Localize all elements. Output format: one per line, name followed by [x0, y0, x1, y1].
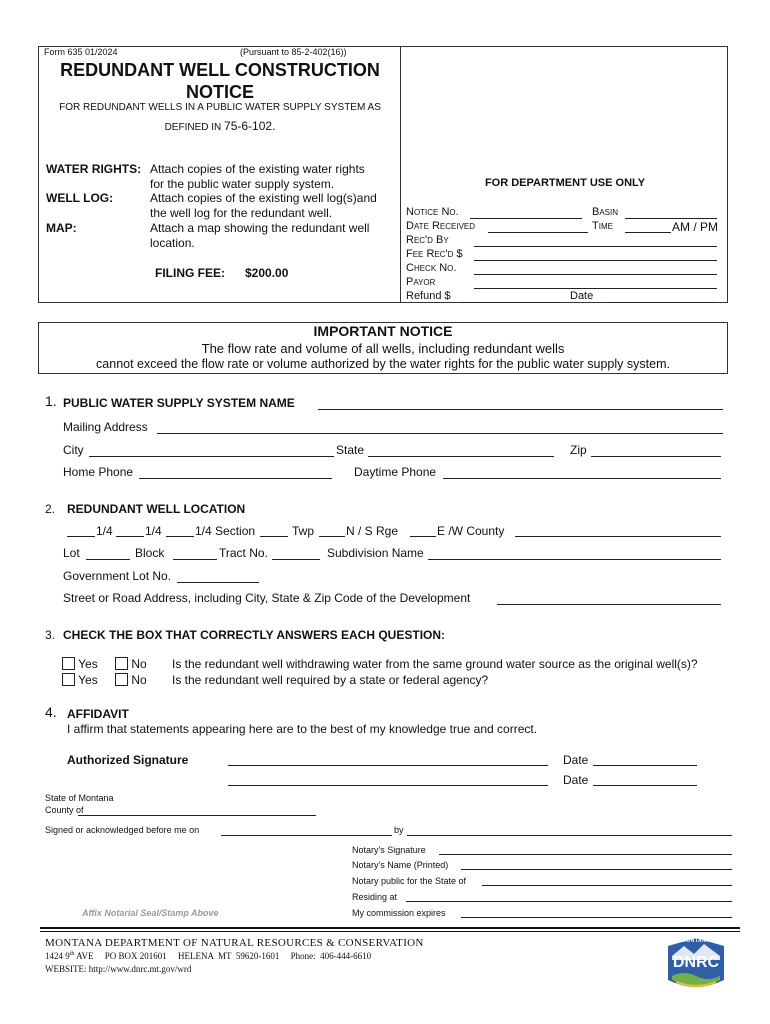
- dept-use-title: FOR DEPARTMENT USE ONLY: [484, 177, 646, 189]
- subdivision-label: Subdivision Name: [327, 546, 424, 560]
- header-divider: [400, 46, 401, 303]
- mailing-address-label: Mailing Address: [63, 420, 148, 434]
- q1-no-label: No: [131, 657, 147, 671]
- system-name-field[interactable]: [318, 409, 723, 410]
- sig-date2-field[interactable]: [593, 785, 697, 786]
- lot-label: Lot: [63, 546, 80, 560]
- dept-refund-label: Refund $: [406, 290, 451, 302]
- notary-expires-label: My commission expires: [352, 908, 446, 918]
- dept-check-no-field[interactable]: [474, 274, 717, 275]
- quarter1-field[interactable]: [67, 536, 95, 537]
- street-address-label: Street or Road Address, including City, State & Zip Code of the Development: [63, 591, 471, 605]
- important-notice-line2: cannot exceed the flow rate or volume authorized by the water rights for the public water supply system.: [96, 357, 670, 371]
- q2-yes-label: Yes: [78, 673, 98, 687]
- home-phone-field[interactable]: [139, 478, 332, 479]
- ns-range-label: N / S Rge: [346, 524, 399, 538]
- county-field[interactable]: [515, 536, 721, 537]
- daytime-phone-label: Daytime Phone: [354, 465, 437, 479]
- logo-state-text: MONTANA: [681, 938, 711, 944]
- gov-lot-label: Government Lot No.: [63, 569, 172, 583]
- section2-title: REDUNDANT WELL LOCATION: [67, 502, 246, 516]
- quarter2-label: 1/4: [145, 524, 162, 538]
- subtitle-defined-in: DEFINED IN: [164, 122, 225, 133]
- dept-check-no-label: Check No.: [406, 262, 457, 274]
- req-well-log-text2: the well log for the redundant well.: [150, 206, 333, 220]
- notarial-seal-note: Affix Notarial Seal/Stamp Above: [82, 908, 219, 918]
- q2-no-checkbox[interactable]: [115, 673, 128, 686]
- section4-number: 4.: [45, 704, 57, 720]
- notary-residing-label: Residing at: [352, 892, 398, 902]
- lot-field[interactable]: [86, 559, 130, 560]
- notary-public-label: Notary public for the State of: [352, 876, 467, 886]
- notary-signature-field[interactable]: [439, 854, 732, 855]
- city-field[interactable]: [89, 456, 334, 457]
- section-label: 1/4 Section: [195, 524, 256, 538]
- footer-rule-thin: [40, 931, 740, 932]
- filing-fee-label: FILING FEE:: [155, 266, 225, 280]
- important-notice-line1: The flow rate and volume of all wells, including redundant wells: [201, 341, 565, 356]
- dept-fee-recd-label: Fee Rec'd $: [406, 248, 463, 260]
- dept-time-label: Time: [592, 220, 613, 232]
- tract-label: Tract No.: [219, 546, 268, 560]
- dept-date-received-field[interactable]: [488, 232, 588, 233]
- footer-address-number: 1424 9: [45, 951, 70, 961]
- block-label: Block: [135, 546, 165, 560]
- form-title-line1: REDUNDANT WELL CONSTRUCTION: [60, 60, 380, 80]
- quarter3-field[interactable]: [166, 536, 194, 537]
- footer-address-suffix: th: [69, 951, 75, 957]
- dept-recd-by-field[interactable]: [474, 246, 717, 247]
- dept-notice-no-field[interactable]: [470, 218, 582, 219]
- footer-address: [45, 951, 371, 961]
- zip-label: Zip: [570, 443, 587, 457]
- dept-payor-label: Payor: [406, 276, 436, 288]
- notary-name-label: Notary's Name (Printed): [352, 860, 449, 870]
- section3-title: CHECK THE BOX THAT CORRECTLY ANSWERS EACH QUESTION:: [63, 628, 446, 642]
- q1-no-checkbox[interactable]: [115, 657, 128, 670]
- q1-yes-label: Yes: [78, 657, 98, 671]
- range-field[interactable]: [410, 536, 436, 537]
- notary-public-state-field[interactable]: [482, 885, 732, 886]
- req-map-text2: location.: [150, 236, 195, 250]
- logo-agency-text: DNRC: [672, 954, 720, 971]
- section-field[interactable]: [260, 536, 288, 537]
- state-field[interactable]: [368, 456, 554, 457]
- notary-state: State of Montana: [45, 793, 114, 803]
- q2-no-option: [115, 673, 147, 687]
- dept-date-received-label: Date Received: [406, 220, 476, 232]
- req-map-text1: Attach a map showing the redundant well: [150, 221, 370, 235]
- form-number: Form 635 01/2024: [44, 47, 118, 57]
- q1-no-option: [115, 657, 147, 671]
- section3-number: 3.: [45, 628, 56, 642]
- req-water-rights-text2: for the public water supply system.: [150, 177, 335, 191]
- home-phone-label: Home Phone: [63, 465, 134, 479]
- section4-title: AFFIDAVIT: [67, 707, 129, 721]
- sig-date2-label: Date: [563, 773, 589, 787]
- section2-number: 2.: [45, 502, 56, 516]
- dept-payor-field[interactable]: [474, 288, 717, 289]
- footer-website: WEBSITE: http://www.dnrc.mt.gov/wrd: [45, 964, 192, 974]
- form-subtitle-line1: FOR REDUNDANT WELLS IN A PUBLIC WATER SUPPLY SYSTEM AS: [59, 102, 381, 113]
- q1-row: [62, 657, 98, 671]
- authorized-signature-field-2[interactable]: [228, 785, 548, 786]
- dept-fee-recd-field[interactable]: [474, 260, 717, 261]
- dept-ampm: AM / PM: [672, 220, 719, 234]
- street-address-field[interactable]: [497, 604, 721, 605]
- footer-department: MONTANA DEPARTMENT OF NATURAL RESOURCES & CONSERVATION: [45, 937, 424, 949]
- notary-residing-field[interactable]: [406, 901, 732, 902]
- township-label: Twp: [292, 524, 315, 538]
- subdivision-field[interactable]: [428, 559, 721, 560]
- quarter1-label: 1/4: [96, 524, 113, 538]
- section1-number: 1.: [45, 393, 57, 409]
- sig-date1-label: Date: [563, 753, 589, 767]
- q1-yes-checkbox[interactable]: [62, 657, 75, 670]
- dept-notice-no-label: Notice No.: [406, 206, 459, 218]
- pursuant-ref: (Pursuant to 85-2-402(16)): [240, 47, 347, 57]
- notary-signature-label: Notary's Signature: [352, 845, 426, 855]
- form-title-line2: NOTICE: [185, 82, 254, 102]
- dnrc-logo: [664, 936, 728, 992]
- quarter2-field[interactable]: [116, 536, 144, 537]
- form-subtitle-line2: [40, 117, 400, 135]
- filing-fee-value: $200.00: [245, 266, 289, 280]
- q2-row: [62, 673, 98, 687]
- q1-text: Is the redundant well withdrawing water from the same ground water source as the original well(s)?: [172, 657, 698, 671]
- notary-signed-date-field[interactable]: [221, 835, 392, 836]
- req-water-rights-label: WATER RIGHTS:: [46, 162, 142, 176]
- notary-signed-label: Signed or acknowledged before me on: [45, 825, 200, 835]
- dept-recd-by-label: Rec'd By: [406, 234, 449, 246]
- dept-date-field[interactable]: [607, 302, 717, 303]
- req-well-log-text1: Attach copies of the existing well log(s)and: [150, 191, 377, 205]
- gov-lot-field[interactable]: [177, 582, 259, 583]
- dept-basin-field[interactable]: [625, 218, 717, 219]
- q2-text: Is the redundant well required by a state or federal agency?: [172, 673, 489, 687]
- dept-refund-field[interactable]: [460, 302, 560, 303]
- important-notice-title: IMPORTANT NOTICE: [313, 323, 453, 339]
- q2-yes-checkbox[interactable]: [62, 673, 75, 686]
- req-water-rights-text1: Attach copies of the existing water rights: [150, 162, 365, 176]
- notary-county-field[interactable]: [78, 815, 316, 816]
- mailing-address-field[interactable]: [157, 433, 723, 434]
- req-map-label: MAP:: [46, 221, 77, 235]
- city-label: City: [63, 443, 84, 457]
- daytime-phone-field[interactable]: [443, 478, 721, 479]
- ew-county-label: E /W County: [437, 524, 505, 538]
- sig-date1-field[interactable]: [593, 765, 697, 766]
- notary-county-label: County of: [45, 805, 84, 815]
- dept-basin-label: Basin: [592, 206, 619, 218]
- affidavit-text: I affirm that statements appearing here are to the best of my knowledge true and correct.: [67, 722, 538, 736]
- notary-by-field[interactable]: [407, 835, 732, 836]
- req-well-log-label: WELL LOG:: [46, 191, 114, 205]
- authorized-signature-field-1[interactable]: [228, 765, 548, 766]
- authorized-signature-label: Authorized Signature: [67, 753, 189, 767]
- tract-field[interactable]: [272, 559, 320, 560]
- dept-date-label: Date: [570, 290, 594, 302]
- state-label: State: [336, 443, 365, 457]
- dept-time-field[interactable]: [625, 232, 671, 233]
- q2-no-label: No: [131, 673, 147, 687]
- footer-address-rest: AVE PO BOX 201601 HELENA MT 59620-1601 Phone: 406-444-6610: [74, 951, 372, 961]
- block-field[interactable]: [173, 559, 217, 560]
- footer-rule: [40, 927, 740, 929]
- section1-title: PUBLIC WATER SUPPLY SYSTEM NAME: [63, 396, 295, 410]
- notary-expires-field[interactable]: [461, 917, 732, 918]
- zip-field[interactable]: [591, 456, 721, 457]
- township-field[interactable]: [319, 536, 345, 537]
- subtitle-statute: 75-6-102.: [224, 119, 276, 133]
- notary-name-field[interactable]: [461, 869, 732, 870]
- notary-by-label: by: [394, 825, 404, 835]
